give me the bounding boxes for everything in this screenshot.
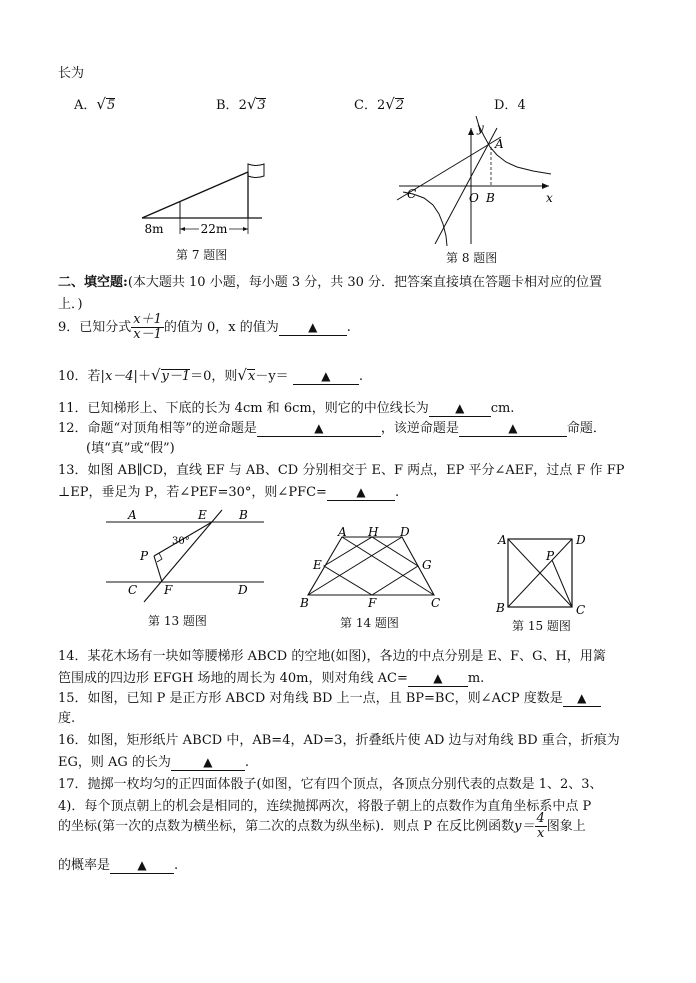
- fig7-hypotenuse: [142, 172, 248, 218]
- svg-text:A: A: [128, 508, 137, 522]
- svg-text:C: C: [431, 596, 441, 610]
- q12-answer-blank-2[interactable]: ▲: [459, 421, 567, 437]
- svg-text:F: F: [368, 596, 377, 610]
- svg-text:D: D: [400, 525, 410, 539]
- q10-answer-blank[interactable]: ▲: [293, 369, 359, 385]
- q17-line1: 17．抛掷一枚均匀的正四面体骰子(如图，它有四个顶点，各顶点分别代表的点数是 1、2、3、: [58, 777, 603, 792]
- figure-14: [298, 525, 450, 611]
- fig13-line-ef: [144, 510, 222, 602]
- figure-15: [494, 530, 594, 618]
- q17-line4: 的概率是 ▲ .: [58, 858, 179, 873]
- q16-line2: EG，则 AG 的长为 ▲ .: [58, 755, 250, 770]
- svg-text:D: D: [238, 583, 248, 597]
- svg-text:x: x: [546, 191, 553, 205]
- svg-text:30°: 30°: [172, 536, 190, 547]
- q6-tail: 长为: [58, 66, 85, 81]
- svg-text:y: y: [477, 121, 484, 135]
- svg-text:B: B: [486, 191, 495, 205]
- q17-answer-blank[interactable]: ▲: [110, 858, 174, 874]
- q12-answer-blank-1[interactable]: ▲: [257, 421, 381, 437]
- q11: 11．已知梯形上、下底的长为 4cm 和 6cm，则它的中位线长为 ▲ cm.: [58, 401, 515, 416]
- fig14-trapezoid: [308, 537, 434, 595]
- svg-text:G: G: [422, 558, 432, 572]
- fig15-caption: 第 15 题图: [512, 619, 571, 633]
- q16-line1: 16．如图，矩形纸片 ABCD 中，AB=4，AD=3，折叠纸片使 AD 边与对角线 BD 重合，折痕为: [58, 733, 620, 748]
- q12-line2: (填“真”或“假”): [86, 441, 175, 456]
- q15-answer-blank[interactable]: ▲: [563, 691, 601, 707]
- fig7-label-8m: 8m: [144, 222, 164, 236]
- svg-text:P: P: [140, 549, 149, 563]
- fig8-caption: 第 8 题图: [446, 251, 498, 265]
- q6-option-c: C．2√2: [354, 95, 405, 113]
- q9: 9．已知分式 $\frac{x+1}{x-1}$ 的值为 0，x 的值为 ▲ .: [58, 312, 351, 342]
- q12: 12．命题“对顶角相等”的逆命题是 ▲ ，该逆命题是 ▲ 命题．: [58, 421, 606, 436]
- section2-line1: 二、填空题:(本大题共 10 小题，每小题 3 分，共 30 分．把答案直接填在答题卡相对应的位置: [58, 275, 603, 290]
- q15-line2: 度.: [58, 711, 76, 726]
- q9-answer-blank[interactable]: ▲: [279, 320, 347, 336]
- svg-text:P: P: [546, 549, 555, 563]
- svg-text:E: E: [313, 558, 322, 572]
- q14-line1: 14．某花木场有一块如等腰梯形 ABCD 的空地(如图)，各边的中点分别是 E、F、G、H，用篱: [58, 649, 606, 664]
- q15-line1: 15．如图，已知 P 是正方形 ABCD 对角线 BD 上一点，且 BP=BC，则∠ACP 度数是 ▲: [58, 687, 601, 707]
- q14-line2: 笆围成的四边形 EFGH 场地的周长为 40m，则对角线 AC= ▲ m.: [58, 671, 485, 686]
- svg-text:C: C: [407, 187, 417, 201]
- q17-line2: 4)．每个顶点朝上的机会是相同的，连续抛掷两次，将骰子朝上的点数作为直角坐标系中点 P: [58, 799, 592, 814]
- svg-text:C: C: [576, 603, 586, 617]
- figure-8: [393, 120, 563, 248]
- fig7-caption: 第 7 题图: [176, 248, 228, 262]
- q13-line2: ⊥EP，垂足为 P，若∠PEF=30°，则∠PFC= ▲ .: [58, 485, 400, 500]
- q11-answer-blank[interactable]: ▲: [429, 401, 491, 417]
- q13-answer-blank[interactable]: ▲: [327, 485, 395, 501]
- fig14-quad-efgh: [324, 537, 418, 595]
- fig7-label-22m: 22m: [200, 222, 228, 236]
- section2-heading: 二、填空题:: [58, 275, 128, 290]
- fig15-line-cp: [552, 560, 572, 607]
- q6-option-b: B．2√3: [216, 95, 266, 113]
- q17-line3: 的坐标(第一次的点数为横坐标，第二次的点数为纵坐标)．则点 P 在反比例函数y＝ $\frac{4}{x}$ 图象上: [58, 811, 586, 841]
- section2-line2: 上．): [58, 297, 83, 312]
- q6-option-a: A．√5: [74, 95, 116, 113]
- q16-answer-blank[interactable]: ▲: [171, 755, 245, 771]
- fig14-caption: 第 14 题图: [340, 616, 399, 630]
- figure-13: [106, 510, 270, 608]
- svg-text:A: A: [495, 137, 504, 151]
- svg-text:B: B: [300, 596, 309, 610]
- fig7-flag: [248, 164, 264, 178]
- svg-text:A: A: [498, 533, 507, 547]
- svg-text:O: O: [469, 191, 479, 205]
- svg-text:A: A: [338, 525, 347, 539]
- svg-text:H: H: [368, 525, 379, 539]
- q6-option-d: D．4: [494, 98, 526, 113]
- svg-text:C: C: [128, 583, 138, 597]
- figure-7: [138, 160, 298, 250]
- svg-text:B: B: [496, 601, 505, 615]
- svg-text:F: F: [164, 583, 173, 597]
- fig13-caption: 第 13 题图: [148, 614, 207, 628]
- svg-text:B: B: [239, 508, 248, 522]
- svg-text:E: E: [198, 508, 207, 522]
- svg-text:D: D: [576, 533, 586, 547]
- q13-line1: 13．如图 AB∥CD，直线 EF 与 AB、CD 分别相交于 E、F 两点，EP 平分∠AEF，过点 F 作 FP: [58, 463, 625, 478]
- q14-answer-blank[interactable]: ▲: [408, 671, 468, 687]
- q10: 10．若|x－4|＋√y－1＝0，则√x－y＝ ▲ .: [58, 366, 363, 384]
